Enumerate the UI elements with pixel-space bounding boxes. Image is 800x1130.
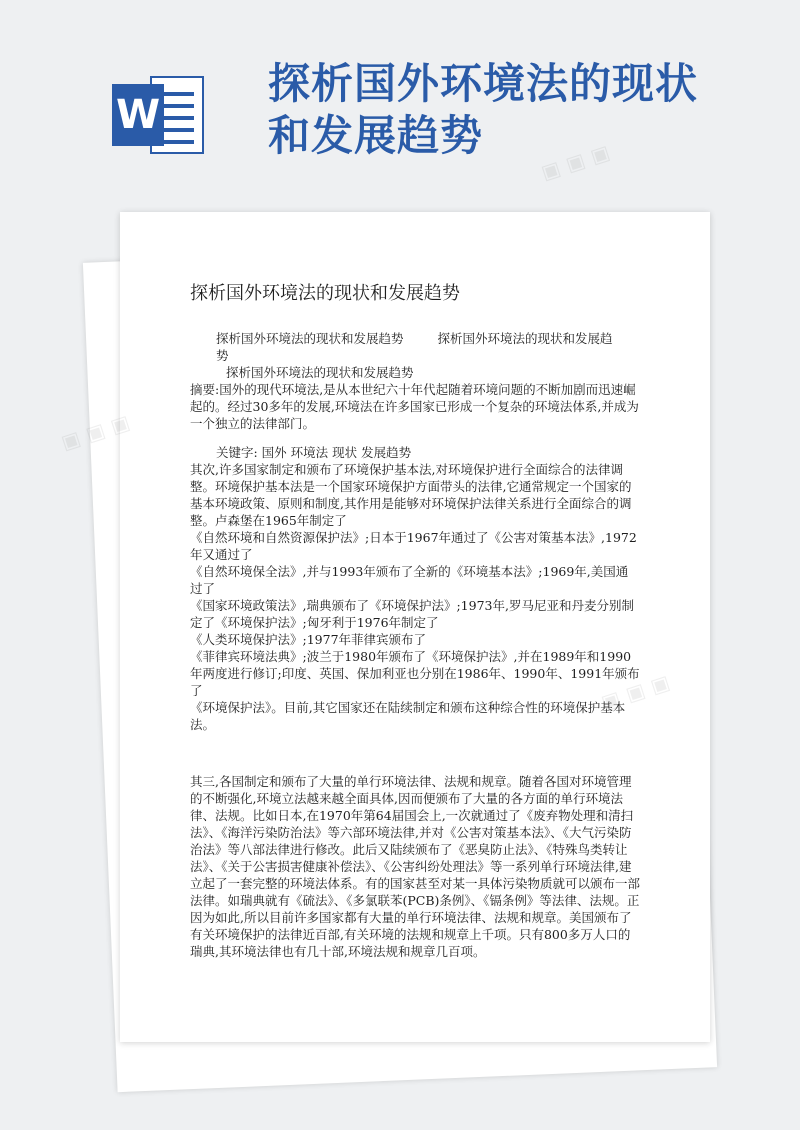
body-paragraph: 《菲律宾环境法典》;波兰于1980年颁布了《环境保护法》,并在1989年和1990年两度进行修订;印度、英国、保加利亚也分别在1986年、1990年、1991年颁布了 (190, 649, 640, 698)
document-title: 探析国外环境法的现状和发展趋势 (190, 283, 460, 304)
banner-title-line-1: 探析国外环境法的现状 (268, 59, 699, 108)
repeated-subtitles (190, 330, 640, 381)
banner-title (268, 58, 768, 162)
watermark: ▣ ▣ ▣ (58, 409, 133, 455)
body-paragraph: 《自然环境保全法》,并与1993年颁布了全新的《环境基本法》;1969年,美国通过了 (190, 564, 629, 596)
body-paragraph: 《环境保护法》。目前,其它国家还在陆续制定和颁布这种综合性的环境保护基本法。 (190, 700, 626, 732)
banner-title-line-2: 和发展趋势 (268, 111, 484, 160)
body-paragraph: 《自然环境和自然资源保护法》;日本于1967年通过了《公害对策基本法》,1972年又通过了 (190, 530, 637, 562)
body-paragraph: 《国家环境政策法》,瑞典颁布了《环境保护法》;1973年,罗马尼亚和丹麦分别制定了《环境保护法》;匈牙利于1976年制定了 (190, 598, 634, 630)
word-logo-letter: W (112, 84, 164, 146)
abstract-paragraph: 摘要:国外的现代环境法,是从本世纪六十年代起随着环境问题的不断加剧而迅速崛起的。经过30多年的发展,环境法在许多国家已形成一个复杂的环境法体系,并成为一个独立的法律部门。 (190, 382, 639, 431)
body-paragraph: 《人类环境保护法》;1977年菲律宾颁布了 (190, 632, 427, 647)
watermark: ▣ ▣ ▣ (538, 139, 613, 185)
word-document-icon (112, 76, 204, 154)
document-page (120, 212, 710, 1042)
body-paragraph: 其次,许多国家制定和颁布了环境保护基本法,对环境保护进行全面综合的法律调整。环境保护基本法是一个国家环境保护方面带头的法律,它通常规定一个国家的基本环境政策、原则和制度,其作用是能够对环境保护法律关系进行全面综合的调整。卢森堡在1965年制定了 (190, 462, 632, 528)
body-paragraph-second-section: 其三,各国制定和颁布了大量的单行环境法律、法规和规章。随着各国对环境管理的不断强化,环境立法越来越全面具体,因而便颁布了大量的各方面的单行环境法律、法规。比如日本,在1970年第64届国会上,一次就通过了《废弃物处理和清扫法》、《海洋污染防治法》等六部环境法律,并对《公害对策基本法》、《大气污染防治法》等八部法律进行修改。此后又陆续颁布了《恶臭防止法》、《特殊鸟类转让法》、《关于公害损害健康补偿法》、《公害纠纷处理法》等一系列单行环境法律,建立起了一套完整的环境法体系。有的国家甚至对某一具体污染物质就可以颁布一部法律。如瑞典就有《硫法》、《多氯联苯(PCB)条例》、《镉条例》等法律、法规。正因为如此,所以目前许多国家都有大量的单行环境法律、法规和规章。美国颁布了有关环境保护的法律近百部,有关环境的法规和规章上千项。只有800多万人口的瑞典,其环境法律也有几十部,环境法规和规章几百项。 (190, 774, 641, 959)
subtitle-3: 探析国外环境法的现状和发展趋势 (226, 365, 414, 380)
watermark: ▣ ▣ ▣ (598, 669, 673, 715)
document-content (190, 282, 640, 960)
keywords-line: 关键字: 国外 环境法 现状 发展趋势 (216, 445, 412, 460)
subtitle-2: 探析国外环境法的现状和发展趋势 (216, 331, 613, 363)
subtitle-1: 探析国外环境法的现状和发展趋势 (216, 331, 404, 346)
